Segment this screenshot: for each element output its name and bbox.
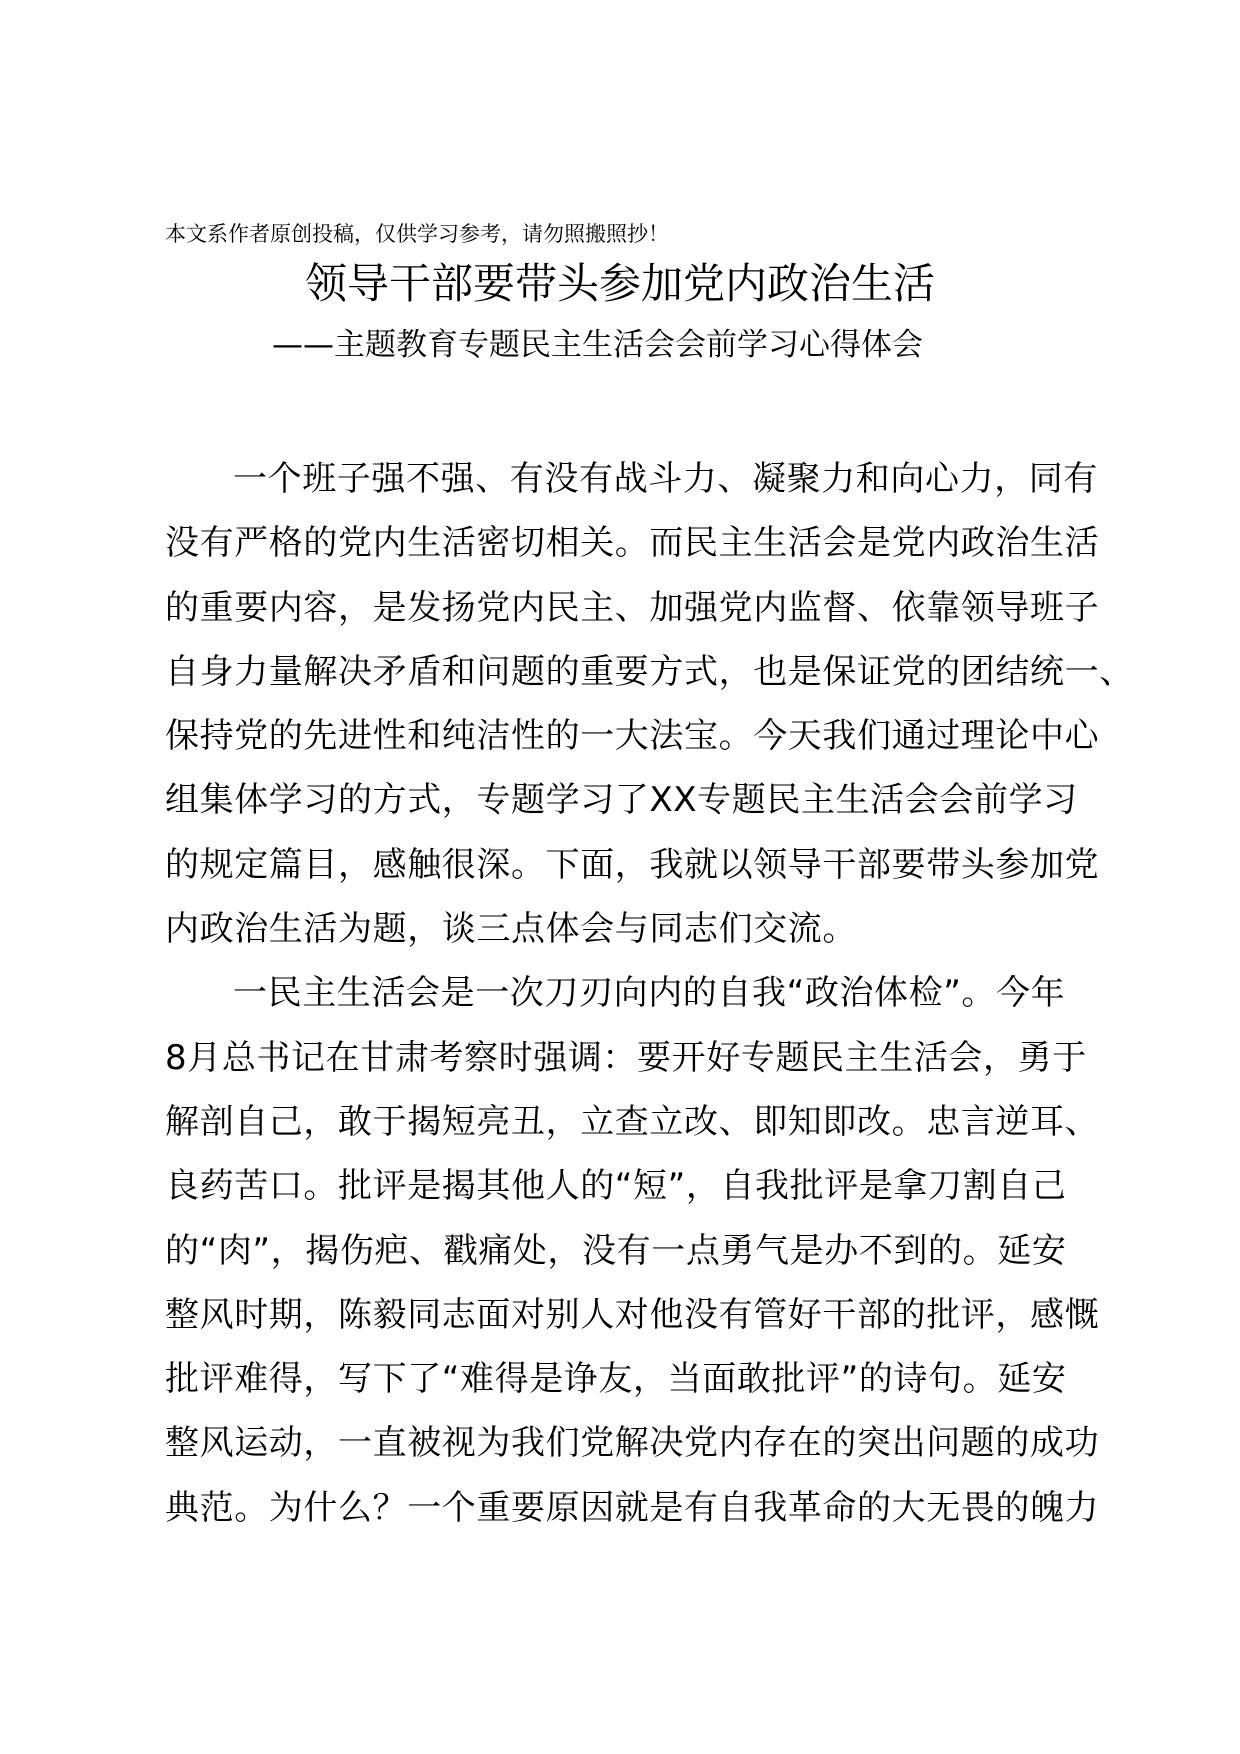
text-line: 整风运动，一直被视为我们党解决党内存在的突出问题的成功 <box>165 1423 1100 1464</box>
text-line: 组集体学习的方式，专题学习了XX专题民主生活会会前学习 <box>165 780 1078 821</box>
text-line: 解剖自己，敢于揭短亮丑，立查立改、即知即改。忠言逆耳、 <box>165 1101 1100 1142</box>
text-line: 的规定篇目，感触很深。下面，我就以领导干部要带头参加党 <box>165 844 1100 885</box>
text-line: 良药苦口。批评是揭其他人的“短”，自我批评是拿刀割自己 <box>165 1166 1067 1207</box>
text-line: 一民主生活会是一次刀刃向内的自我“政治体检”。今年 <box>233 973 1066 1014</box>
text-line: 典范。为什么？一个重要原因就是有自我革命的大无畏的魄力 <box>165 1487 1100 1528</box>
paragraph-1 <box>165 447 1134 961</box>
paragraph-2 <box>165 961 1100 1540</box>
document-body <box>165 447 1134 1540</box>
text-line: 的重要内容，是发扬党内民主、加强党内监督、依靠领导班子 <box>165 587 1100 628</box>
text-line: 内政治生活为题，谈三点体会与同志们交流。 <box>165 909 857 950</box>
document-title: 领导干部要带头参加党内政治生活 <box>304 259 935 308</box>
text-line: 整风时期，陈毅同志面对别人对他没有管好干部的批评，感慨 <box>165 1294 1100 1335</box>
text-line: 自身力量解决矛盾和问题的重要方式，也是保证党的团结统一、 <box>165 651 1134 692</box>
text-line: 没有严格的党内生活密切相关。而民主生活会是党内政治生活 <box>165 523 1100 564</box>
text-line: 8月总书记在甘肃考察时强调：要开好专题民主生活会，勇于 <box>165 1037 1087 1078</box>
text-line: 的“肉”，揭伤疤、戳痛处，没有一点勇气是办不到的。延安 <box>165 1230 1067 1271</box>
text-line: 保持党的先进性和纯洁性的一大法宝。今天我们通过理论中心 <box>165 716 1100 757</box>
document-subtitle: ——主题教育专题民主生活会会前学习心得体会 <box>272 327 923 363</box>
copyright-notice: 本文系作者原创投稿，仅供学习参考，请勿照搬照抄！ <box>165 222 669 246</box>
text-line: 一个班子强不强、有没有战斗力、凝聚力和向心力，同有 <box>233 459 1098 499</box>
text-line: 批评难得，写下了“难得是诤友，当面敢批评”的诗句。延安 <box>165 1359 1067 1400</box>
